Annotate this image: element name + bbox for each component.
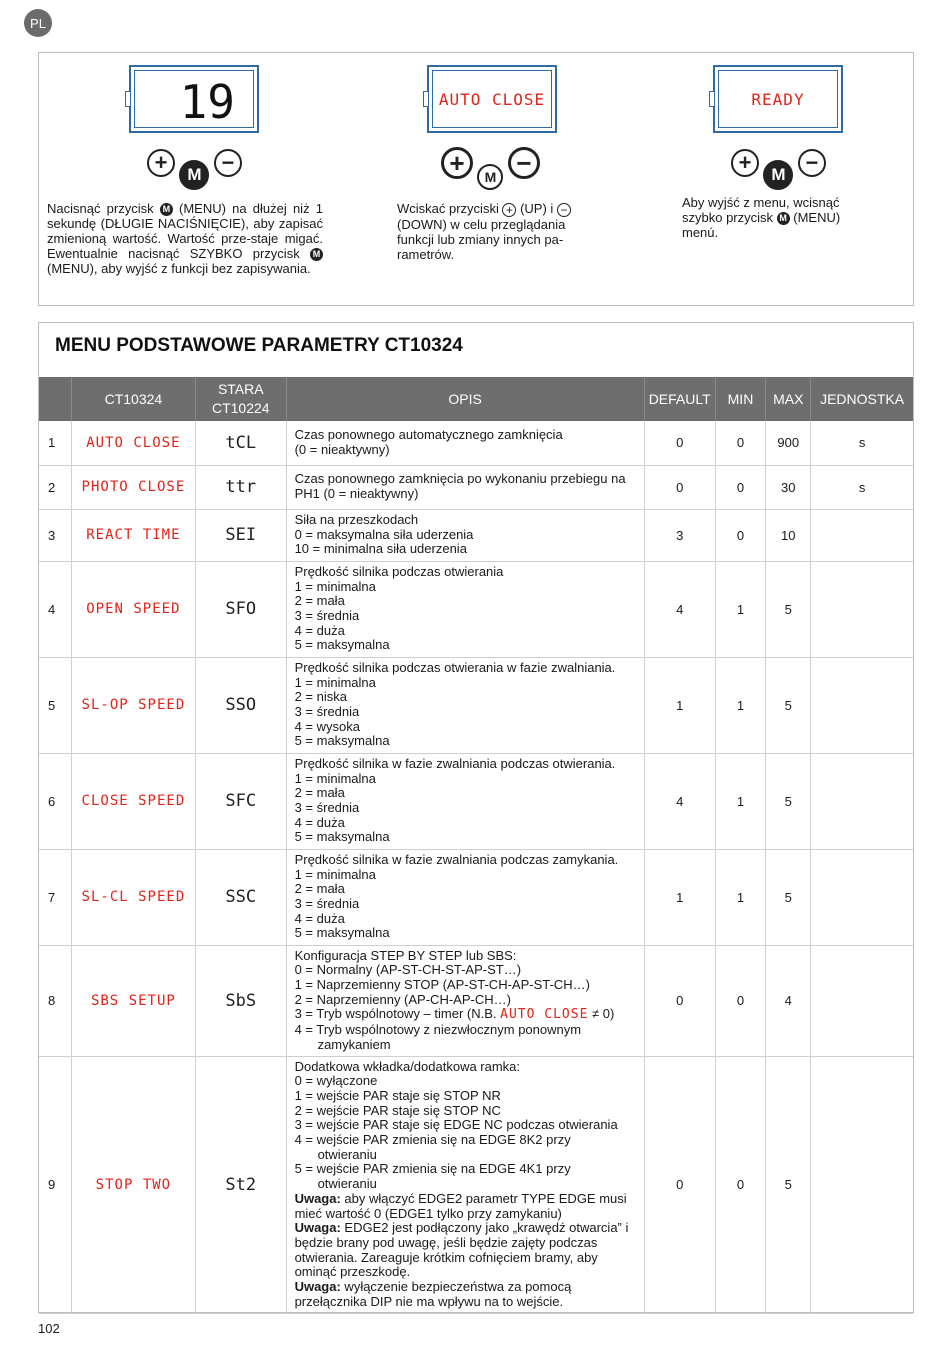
description-line: 5 = maksymalna bbox=[294, 637, 390, 653]
min-value: 1 bbox=[715, 753, 766, 849]
old-code: SbS bbox=[195, 945, 286, 1056]
default-value: 0 bbox=[644, 945, 715, 1056]
description-line: 2 = mała bbox=[294, 785, 345, 801]
description-line: 2 = Naprzemienny (AP-CH-AP-CH…) bbox=[294, 991, 511, 1007]
note-line: Uwaga: wyłączenie bezpieczeństwa za pomocą przełącznika DIP nie ma wpływu na to wejście. bbox=[294, 1279, 572, 1309]
old-code: SFC bbox=[195, 753, 286, 849]
min-value: 0 bbox=[715, 465, 766, 509]
unit-value bbox=[811, 849, 913, 945]
default-value: 4 bbox=[644, 753, 715, 849]
row-number: 5 bbox=[39, 657, 71, 753]
display-value: READY bbox=[751, 89, 805, 109]
description-line: 4 = duża bbox=[294, 622, 345, 638]
unit-value bbox=[811, 1056, 913, 1313]
note-line: Uwaga: aby włączyć EDGE2 parametr TYPE EDGE musi mieć wartość 0 (EDGE1 tylko przy zamykaniu) bbox=[294, 1190, 627, 1221]
old-code: SSC bbox=[195, 849, 286, 945]
description-line: 5 = maksymalna bbox=[294, 829, 390, 845]
col-desc: OPIS bbox=[286, 377, 644, 421]
description-line: 2 = wejście PAR staje się STOP NC bbox=[294, 1102, 501, 1118]
plus-icon: + bbox=[731, 149, 759, 177]
description bbox=[286, 561, 644, 657]
row-number: 1 bbox=[39, 421, 71, 465]
max-value: 10 bbox=[766, 509, 811, 561]
plus-icon: + bbox=[502, 203, 516, 217]
min-value: 1 bbox=[715, 849, 766, 945]
description-line: 2 = niska bbox=[294, 689, 347, 705]
col-old: STARA CT10224 bbox=[195, 377, 286, 421]
description-line: 3 = średnia bbox=[294, 896, 360, 911]
description bbox=[286, 657, 644, 753]
lcd-display-1 bbox=[129, 65, 259, 133]
description-line: 5 = maksymalna bbox=[294, 925, 390, 941]
menu-m-icon: M bbox=[160, 203, 173, 216]
description-line: Prędkość silnika podczas otwierania w fazie zwalniania. bbox=[294, 659, 616, 675]
language-badge: PL bbox=[24, 9, 52, 37]
description-line: 0 = maksymalna siła uderzenia bbox=[294, 526, 474, 542]
description-line: Prędkość silnika podczas otwierania bbox=[294, 563, 504, 579]
instruction-text-1: Nacisnąć przycisk M (MENU) na dłużej niż 1 sekundę (DŁUGIE NACIŚNIĘCIE), aby zapisać zmienioną wartość. Wartość prze-staje migać. Ewentualnie nacisnąć SZYBKO przycisk M (MENU), aby wyjść z funkcji bez zapisywania. bbox=[47, 201, 323, 277]
description-line: 0 = wyłączone bbox=[294, 1073, 378, 1089]
page-number: 102 bbox=[38, 1321, 60, 1336]
minus-icon: − bbox=[214, 149, 242, 177]
plus-icon: + bbox=[147, 149, 175, 177]
max-value: 4 bbox=[766, 945, 811, 1056]
description-line: 5 = wejście PAR zmienia się na EDGE 4K1 przy bbox=[294, 1161, 571, 1177]
menu-m-icon: M bbox=[310, 248, 323, 261]
description-line: 1 = minimalna bbox=[294, 770, 376, 786]
min-value: 0 bbox=[715, 945, 766, 1056]
description-line: 4 = wejście PAR zmienia się na EDGE 8K2 przy bbox=[294, 1132, 571, 1148]
instructions-panel bbox=[38, 52, 914, 306]
max-value: 5 bbox=[766, 657, 811, 753]
display-code: SBS SETUP bbox=[71, 945, 195, 1056]
description-line: otwieraniu bbox=[317, 1146, 377, 1162]
description-line: 4 = wysoka bbox=[294, 718, 360, 734]
min-value: 0 bbox=[715, 1056, 766, 1313]
description-line: otwieraniu bbox=[317, 1176, 377, 1192]
max-value: 5 bbox=[766, 849, 811, 945]
description-line: 4 = Tryb wspólnotowy z niezwłocznym ponownym bbox=[294, 1022, 582, 1038]
description-line: 1 = minimalna bbox=[294, 578, 376, 594]
table-row bbox=[39, 421, 913, 465]
description-line: Dodatkowa wkładka/dodatkowa ramka: bbox=[294, 1058, 521, 1074]
table-header-row bbox=[39, 377, 913, 421]
unit-value bbox=[811, 657, 913, 753]
description bbox=[286, 509, 644, 561]
description bbox=[286, 1056, 644, 1313]
description bbox=[286, 945, 644, 1056]
unit-value: s bbox=[811, 465, 913, 509]
description-line: 5 = maksymalna bbox=[294, 733, 390, 749]
description-line: Siła na przeszkodach bbox=[294, 511, 419, 527]
description-line: 1 = Naprzemienny STOP (AP-ST-CH-AP-ST-CH…) bbox=[294, 976, 590, 992]
row-number: 4 bbox=[39, 561, 71, 657]
table-row bbox=[39, 465, 913, 509]
description bbox=[286, 421, 644, 465]
lcd-display-3 bbox=[713, 65, 843, 133]
display-code: AUTO CLOSE bbox=[71, 421, 195, 465]
description-line: 1 = wejście PAR staje się STOP NR bbox=[294, 1087, 501, 1103]
row-number: 6 bbox=[39, 753, 71, 849]
col-number bbox=[39, 377, 71, 421]
menu-m-icon: M bbox=[477, 164, 503, 190]
old-code: SFO bbox=[195, 561, 286, 657]
description-line: Konfiguracja STEP BY STEP lub SBS: bbox=[294, 947, 517, 963]
row-number: 3 bbox=[39, 509, 71, 561]
description-line: 2 = mała bbox=[294, 881, 345, 897]
old-code: St2 bbox=[195, 1056, 286, 1313]
col-default: DEFAULT bbox=[644, 377, 715, 421]
menu-m-icon: M bbox=[179, 160, 209, 190]
table-row bbox=[39, 753, 913, 849]
unit-value bbox=[811, 561, 913, 657]
description-line: 4 = duża bbox=[294, 910, 345, 926]
old-code: SSO bbox=[195, 657, 286, 753]
menu-m-icon: M bbox=[777, 212, 790, 225]
max-value: 5 bbox=[766, 753, 811, 849]
description-line: 3 = średnia bbox=[294, 800, 360, 815]
minus-icon: − bbox=[798, 149, 826, 177]
parameters-table bbox=[39, 377, 913, 1314]
description-line: Czas ponownego automatycznego zamknięcia bbox=[294, 427, 563, 443]
display-code: CLOSE SPEED bbox=[71, 753, 195, 849]
unit-value bbox=[811, 753, 913, 849]
description-line: Prędkość silnika w fazie zwalniania podczas otwierania. bbox=[294, 755, 616, 771]
description-line: 10 = minimalna siła uderzenia bbox=[294, 541, 467, 557]
default-value: 1 bbox=[644, 657, 715, 753]
display-code: SL-OP SPEED bbox=[71, 657, 195, 753]
parameters-panel bbox=[38, 322, 914, 1313]
table-row bbox=[39, 849, 913, 945]
unit-value bbox=[811, 509, 913, 561]
description-line: zamykaniem bbox=[317, 1036, 391, 1052]
display-code: OPEN SPEED bbox=[71, 561, 195, 657]
instruction-text-3: Aby wyjść z menu, wcisnąć szybko przycisk M (MENU) menú. bbox=[682, 195, 841, 241]
default-value: 0 bbox=[644, 465, 715, 509]
display-code: SL-CL SPEED bbox=[71, 849, 195, 945]
row-number: 2 bbox=[39, 465, 71, 509]
description-line: 2 = mała bbox=[294, 593, 345, 609]
button-group-3 bbox=[731, 149, 826, 184]
description-line: 1 = minimalna bbox=[294, 866, 376, 882]
description bbox=[286, 849, 644, 945]
description-line: 3 = średnia bbox=[294, 704, 360, 719]
description-line: 3 = Tryb wspólnotowy – timer (N.B. AUTO CLOSE ≠ 0) bbox=[294, 1006, 615, 1023]
max-value: 900 bbox=[766, 421, 811, 465]
description-line: 4 = duża bbox=[294, 814, 345, 830]
max-value: 30 bbox=[766, 465, 811, 509]
section-title: MENU PODSTAWOWE PARAMETRY CT10324 bbox=[55, 335, 463, 356]
table-row bbox=[39, 945, 913, 1056]
plus-icon: + bbox=[441, 147, 473, 179]
description bbox=[286, 753, 644, 849]
col-model: CT10324 bbox=[71, 377, 195, 421]
display-value: 19 bbox=[179, 75, 235, 129]
old-code: ttr bbox=[195, 465, 286, 509]
lcd-display-2 bbox=[427, 65, 557, 133]
description-line: Czas ponownego zamknięcia po wykonaniu przebiegu na PH1 (0 = nieaktywny) bbox=[294, 471, 626, 501]
display-code: REACT TIME bbox=[71, 509, 195, 561]
description-line: 1 = minimalna bbox=[294, 674, 376, 690]
display-code: STOP TWO bbox=[71, 1056, 195, 1313]
unit-value: s bbox=[811, 421, 913, 465]
table-row bbox=[39, 657, 913, 753]
description-line: Prędkość silnika w fazie zwalniania podczas zamykania. bbox=[294, 851, 619, 867]
row-number: 8 bbox=[39, 945, 71, 1056]
table-row bbox=[39, 1056, 913, 1313]
description-line: 3 = wejście PAR staje się EDGE NC podczas otwierania bbox=[294, 1117, 618, 1133]
description bbox=[286, 465, 644, 509]
unit-value bbox=[811, 945, 913, 1056]
old-code: tCL bbox=[195, 421, 286, 465]
max-value: 5 bbox=[766, 1056, 811, 1313]
table-row bbox=[39, 509, 913, 561]
default-value: 0 bbox=[644, 421, 715, 465]
row-number: 7 bbox=[39, 849, 71, 945]
display-code: PHOTO CLOSE bbox=[71, 465, 195, 509]
description-line: 0 = Normalny (AP-ST-CH-ST-AP-ST…) bbox=[294, 962, 522, 978]
default-value: 1 bbox=[644, 849, 715, 945]
min-value: 1 bbox=[715, 657, 766, 753]
menu-m-icon: M bbox=[763, 160, 793, 190]
instruction-text-2: Wciskać przyciski + (UP) i − (DOWN) w celu przeglądania funkcji lub zmiany innych pa-rametrów. bbox=[397, 201, 587, 262]
table-row bbox=[39, 561, 913, 657]
description-line: (0 = nieaktywny) bbox=[294, 441, 390, 457]
old-code: SEI bbox=[195, 509, 286, 561]
col-max: MAX bbox=[766, 377, 811, 421]
display-value: AUTO CLOSE bbox=[438, 89, 546, 109]
button-group-2 bbox=[441, 147, 540, 185]
col-min: MIN bbox=[715, 377, 766, 421]
min-value: 1 bbox=[715, 561, 766, 657]
min-value: 0 bbox=[715, 421, 766, 465]
default-value: 3 bbox=[644, 509, 715, 561]
note-line: Uwaga: EDGE2 jest podłączony jako „krawędź otwarcia” i będzie brany pod uwagę, jeśli będzie zajęty podczas otwierania. Zareaguje krótkim cofnięciem bramy, aby ominąć przeszkodę. bbox=[294, 1220, 629, 1280]
min-value: 0 bbox=[715, 509, 766, 561]
default-value: 0 bbox=[644, 1056, 715, 1313]
display-code: AUTO CLOSE bbox=[500, 1007, 589, 1023]
default-value: 4 bbox=[644, 561, 715, 657]
minus-icon: − bbox=[557, 203, 571, 217]
row-number: 9 bbox=[39, 1056, 71, 1313]
button-group-1 bbox=[147, 149, 242, 184]
max-value: 5 bbox=[766, 561, 811, 657]
col-unit: JEDNOSTKA bbox=[811, 377, 913, 421]
description-line: 3 = średnia bbox=[294, 608, 360, 623]
minus-icon: − bbox=[508, 147, 540, 179]
